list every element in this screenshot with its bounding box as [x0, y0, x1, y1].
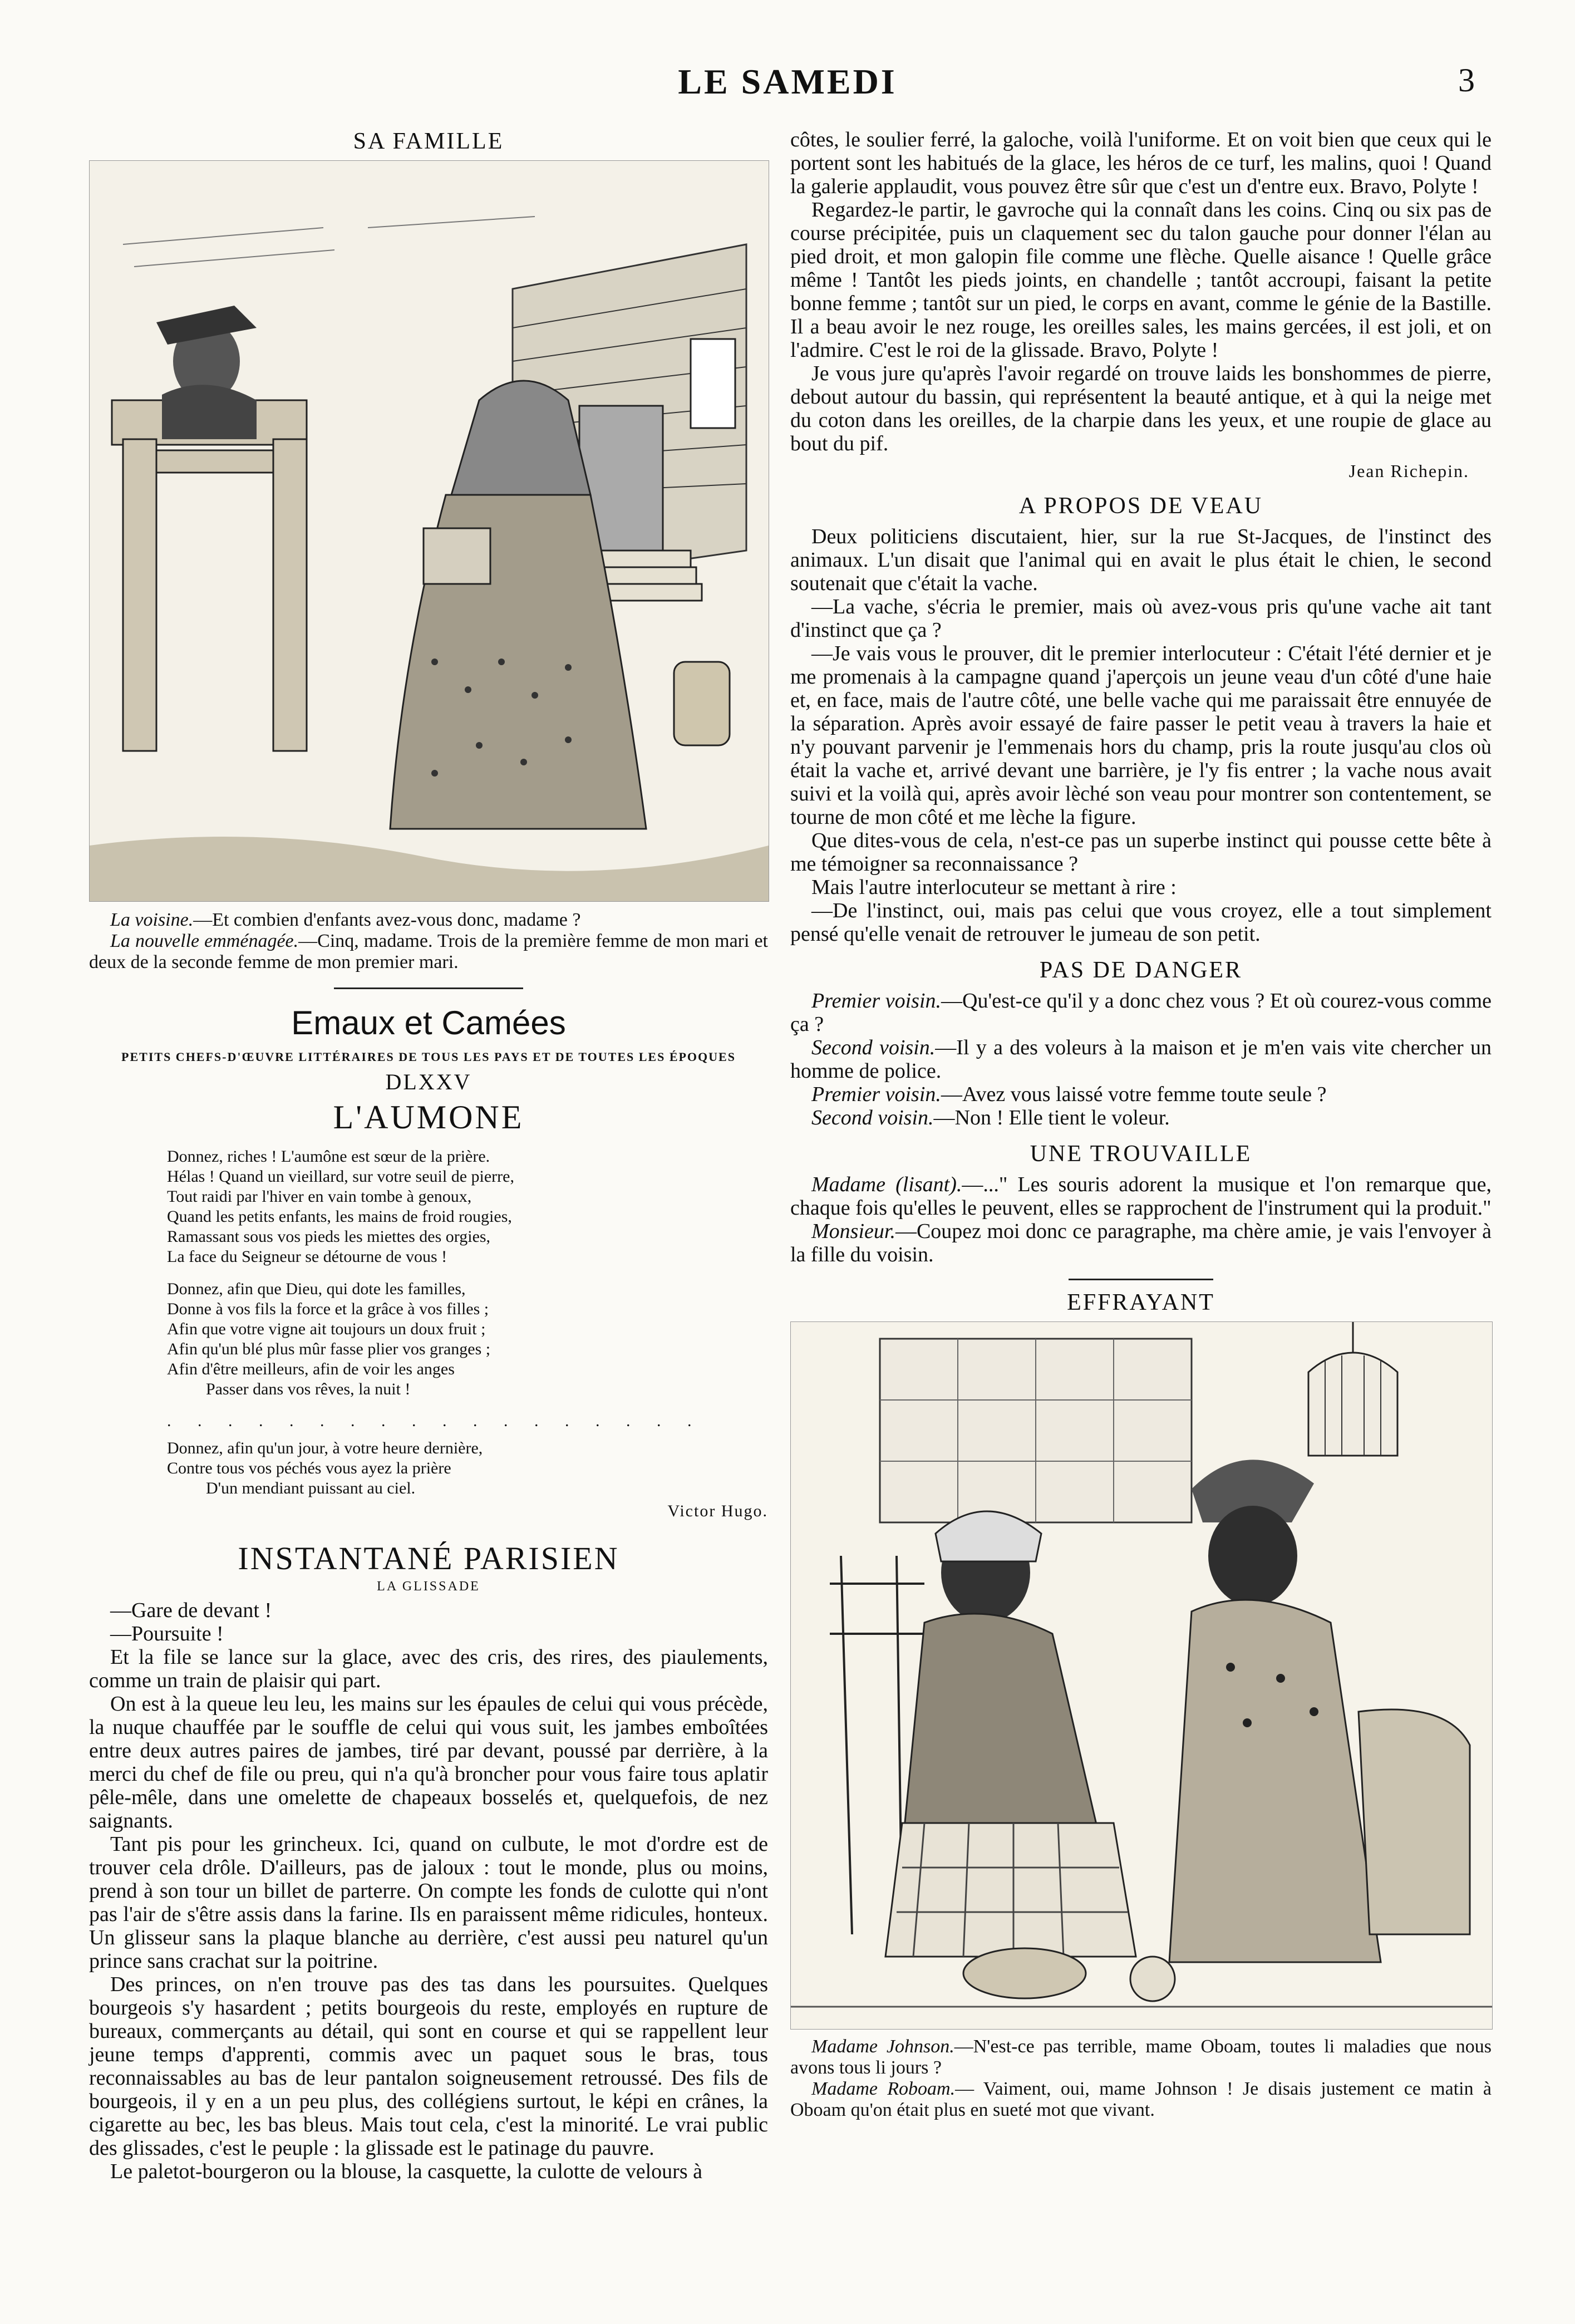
page-number: 3 — [1458, 62, 1475, 99]
effrayant-title: EFFRAYANT — [1067, 1290, 1215, 1315]
poem-end — [167, 1438, 768, 1498]
paragraph: —De l'instinct, oui, mais pas celui que vous croyez, elle a tout simplement pensé qu'elle venait de retrouver le jumeau de son petit. — [790, 899, 1492, 946]
poem-author: Victor Hugo. — [667, 1502, 768, 1520]
sa-famille-caption — [89, 910, 768, 973]
dialogue-line: Second voisin.—Il y a des voleurs à la maison et je m'en vais vite chercher un homme de police. — [790, 1036, 1492, 1083]
danger-title: PAS DE DANGER — [1039, 957, 1243, 983]
dialogue-line: Premier voisin.—Avez vous laissé votre femme toute seule ? — [811, 1083, 1327, 1106]
poem-line: Afin d'être meilleurs, afin de voir les anges — [167, 1360, 455, 1378]
poem-line: Donnez, riches ! L'aumône est sœur de la prière. — [167, 1147, 490, 1166]
sa-famille-title: SA FAMILLE — [353, 129, 504, 154]
paragraph: Que dites-vous de cela, n'est-ce pas un superbe instinct qui pousse cette bête à me témoigner sa reconnaissance ? — [790, 829, 1492, 876]
poem-line: Donnez, afin qu'un jour, à votre heure dernière, — [167, 1439, 483, 1457]
instantane-subtitle: LA GLISSADE — [377, 1579, 480, 1594]
article-author: Jean Richepin. — [1348, 461, 1469, 481]
divider — [334, 987, 523, 989]
caption-line: Madame Johnson.—N'est-ce pas terrible, mame Oboam, toutes li maladies que nous avons tous li jours ? — [790, 2036, 1492, 2078]
poem-line: D'un mendiant puissant au ciel. — [206, 1479, 416, 1497]
left-column — [89, 128, 768, 2183]
caption-line: La nouvelle emménagée.—Cinq, madame. Trois de la première femme de mon mari et deux de la seconde femme de mon premier mari. — [89, 931, 769, 972]
dialogue-line: Madame (lisant).—..." Les souris adorent la musique et l'on remarque que, chaque fois qu'elles le peuvent, elles se rapprochent de l'instrument qui la produit." — [790, 1173, 1492, 1220]
veau-title: A PROPOS DE VEAU — [1018, 493, 1263, 519]
poem — [167, 1147, 768, 1412]
emaux-number: DLXXV — [385, 1069, 472, 1094]
dialogue-line: Monsieur.—Coupez moi donc ce paragraphe, ma chère amie, je vais l'envoyer à la fille du voisin. — [790, 1220, 1492, 1266]
poem-line: Afin qu'un blé plus mûr fasse plier vos granges ; — [167, 1340, 491, 1358]
paragraph: —Je vais vous le prouver, dit le premier interlocuteur : C'était l'été dernier et je me promenais à la campagne quand j'aperçois un jeune veau d'un côté d'une haie et, en face, mais de l'autre côté, une belle vache qui me paraissait être ennuyée de la séparation. Après avoir essayé de faire passer le petit veau à travers la haie et n'y pouvant parvenir je l'emmenais hors du champ, pris la route jusqu'au clos où était la vache et, arrivé devant une barrière, je l'y fis entrer ; la vache nous avait suivi et la voilà qui, après avoir lèché son veau pour montrer son contentement, se tourne de mon côté et me lèche la figure. — [790, 642, 1492, 829]
illustration-two-women-at-fence — [90, 161, 769, 901]
paragraph: Des princes, on n'en trouve pas des tas dans les poursuites. Quelques bourgeois s'y hasardent ; petits bourgeois du reste, employés en rupture de bureaux, commerçants au détail, qui sont en course et qui se rappellent leur jeune temps d'apprenti, commis avec un paquet sous le bras, tous reconnaissables au bas de leur pantalon soigneusement retroussé. Des fils de bourgeois, il y en a un peu plus, des collégiens surtout, le képi en crânes, la cigarette au bec, les bas bleus. Mais tout cela, c'est la minorité. Le vrai public des glissades, c'est le peuple : la glissade est le patinage du pauvre. — [89, 1973, 768, 2160]
effrayant-illustration — [790, 1321, 1493, 2030]
effrayant-caption — [790, 2036, 1492, 2121]
paragraph: Le paletot-bourgeron ou la blouse, la casquette, la culotte de velours à — [110, 2160, 702, 2183]
emaux-title: Emaux et Camées — [291, 1004, 566, 1041]
poem-line: Passer dans vos rêves, la nuit ! — [206, 1380, 411, 1398]
caption-line: La voisine.—Et combien d'enfants avez-vous donc, madame ? — [110, 910, 581, 930]
paragraph: Et la file se lance sur la glace, avec des cris, des rires, des piaulements, comme un train de plaisir qui part. — [89, 1645, 768, 1692]
paragraph: —La vache, s'écria le premier, mais où avez-vous pris qu'une vache ait tant d'instinct que ça ? — [790, 595, 1492, 642]
poem-line: La face du Seigneur se détourne de vous ! — [167, 1247, 447, 1266]
paragraph: Deux politiciens discutaient, hier, sur la rue St-Jacques, de l'instinct des animaux. L'un disait que l'animal qui en avait le plus était le chien, le second soutenait que c'était la vache. — [790, 525, 1492, 595]
dialogue-line: Premier voisin.—Qu'est-ce qu'il y a donc chez vous ? Et où courez-vous comme ça ? — [790, 989, 1492, 1036]
poem-line: Donne à vos fils la force et la grâce à vos filles ; — [167, 1300, 489, 1318]
poem-title: L'AUMONE — [333, 1099, 524, 1136]
instantane-title: INSTANTANÉ PARISIEN — [238, 1540, 619, 1576]
dialogue-line: —Gare de devant ! — [110, 1599, 272, 1622]
caption-line: Madame Roboam.— Vaiment, oui, mame Johnson ! Je disais justement ce matin à Oboam qu'on était plus en sueté mot que vivant. — [790, 2079, 1492, 2120]
poem-line: Ramassant sous vos pieds les miettes des orgies, — [167, 1227, 491, 1246]
paragraph: Tant pis pour les grincheux. Ici, quand on culbute, le mot d'ordre est de trouver cela drôle. D'ailleurs, pas de jaloux : tout le monde, plus ou moins, prend à son tour un billet de parterre. On compte les fonds de culotte qui n'ont pas l'air de s'être assis dans la farine. Ils en paraissent même ridicules, honteux. Un glisseur sans la plaque blanche au derrière, c'est aussi peu naturel qu'un prince sans crachat sur la poitrine. — [89, 1832, 768, 1973]
poem-line: Quand les petits enfants, les mains de froid rougies, — [167, 1207, 512, 1226]
poem-line: Afin que votre vigne ait toujours un doux fruit ; — [167, 1320, 486, 1338]
paragraph: côtes, le soulier ferré, la galoche, voilà l'uniforme. Et on voit bien que ceux qui le portent sont les habitués de la glace, les héros de ce turf, les malins, quoi ! Quand la galerie applaudit, vous pouvez être sûr que c'est un d'entre eux. Bravo, Polyte ! — [790, 128, 1492, 198]
poem-line: Tout raidi par l'hiver en vain tombe à genoux, — [167, 1187, 472, 1206]
poem-line: Contre tous vos péchés vous ayez la prière — [167, 1459, 451, 1477]
paragraph: Mais l'autre interlocuteur se mettant à rire : — [811, 876, 1177, 899]
divider — [1069, 1279, 1213, 1280]
dialogue-line: Second voisin.—Non ! Elle tient le voleur. — [811, 1106, 1170, 1129]
poem-ellipsis: . . . . . . . . . . . . . . . . . . — [167, 1412, 703, 1430]
poem-line: Donnez, afin que Dieu, qui dote les familles, — [167, 1280, 466, 1298]
paragraph: On est à la queue leu leu, les mains sur les épaules de celui qui vous précède, la nuque chauffée par le souffle de celui qui vous suit, les jambes emboîtées entre deux autres paires de jambes, tiré par devant, poussé par derrière, à la merci du chef de file ou preu, qui n'a qu'à broncher pour vous faire tous aplatir pêle-mêle, dans une omelette de chapeaux bosselés et, quelquefois, de nez saignants. — [89, 1692, 768, 1832]
newspaper-title: LE SAMEDI — [678, 62, 897, 101]
dialogue-line: —Poursuite ! — [110, 1622, 224, 1645]
poem-line: Hélas ! Quand un vieillard, sur votre seuil de pierre, — [167, 1167, 514, 1186]
page-header — [0, 61, 1575, 111]
paragraph: Je vous jure qu'après l'avoir regardé on trouve laids les bonshommes de pierre, debout autour du bassin, qui représentent la beauté antique, et à qui la neige met du coton dans les oreilles, de la charpie dans les yeux, et une roupie de glace au bout du pif. — [790, 362, 1492, 455]
right-column — [790, 128, 1492, 2121]
emaux-subtitle: PETITS CHEFS-D'ŒUVRE LITTÉRAIRES DE TOUS LES PAYS ET DE TOUTES LES ÉPOQUES — [121, 1050, 736, 1064]
illustration-two-women-seated — [791, 1322, 1492, 2029]
paragraph: Regardez-le partir, le gavroche qui la connaît dans les coins. Cinq ou six pas de course précipitée, puis un claquement sec du talon gauche pour donner l'élan au pied droit, et mon galopin file comme une flèche. Quelle aisance ! Quelle grâce même ! Tantôt les pieds joints, en chandelle ; tantôt accroupi, faisant la petite bonne femme ; tantôt sur un pied, le corps en avant, comme le génie de la Bastille. Il a beau avoir le nez rouge, les oreilles sales, les mains gercées, il est joli, et on l'admire. C'est le roi de la glissade. Bravo, Polyte ! — [790, 198, 1492, 362]
trouvaille-title: UNE TROUVAILLE — [1030, 1141, 1252, 1167]
sa-famille-illustration — [89, 160, 769, 902]
